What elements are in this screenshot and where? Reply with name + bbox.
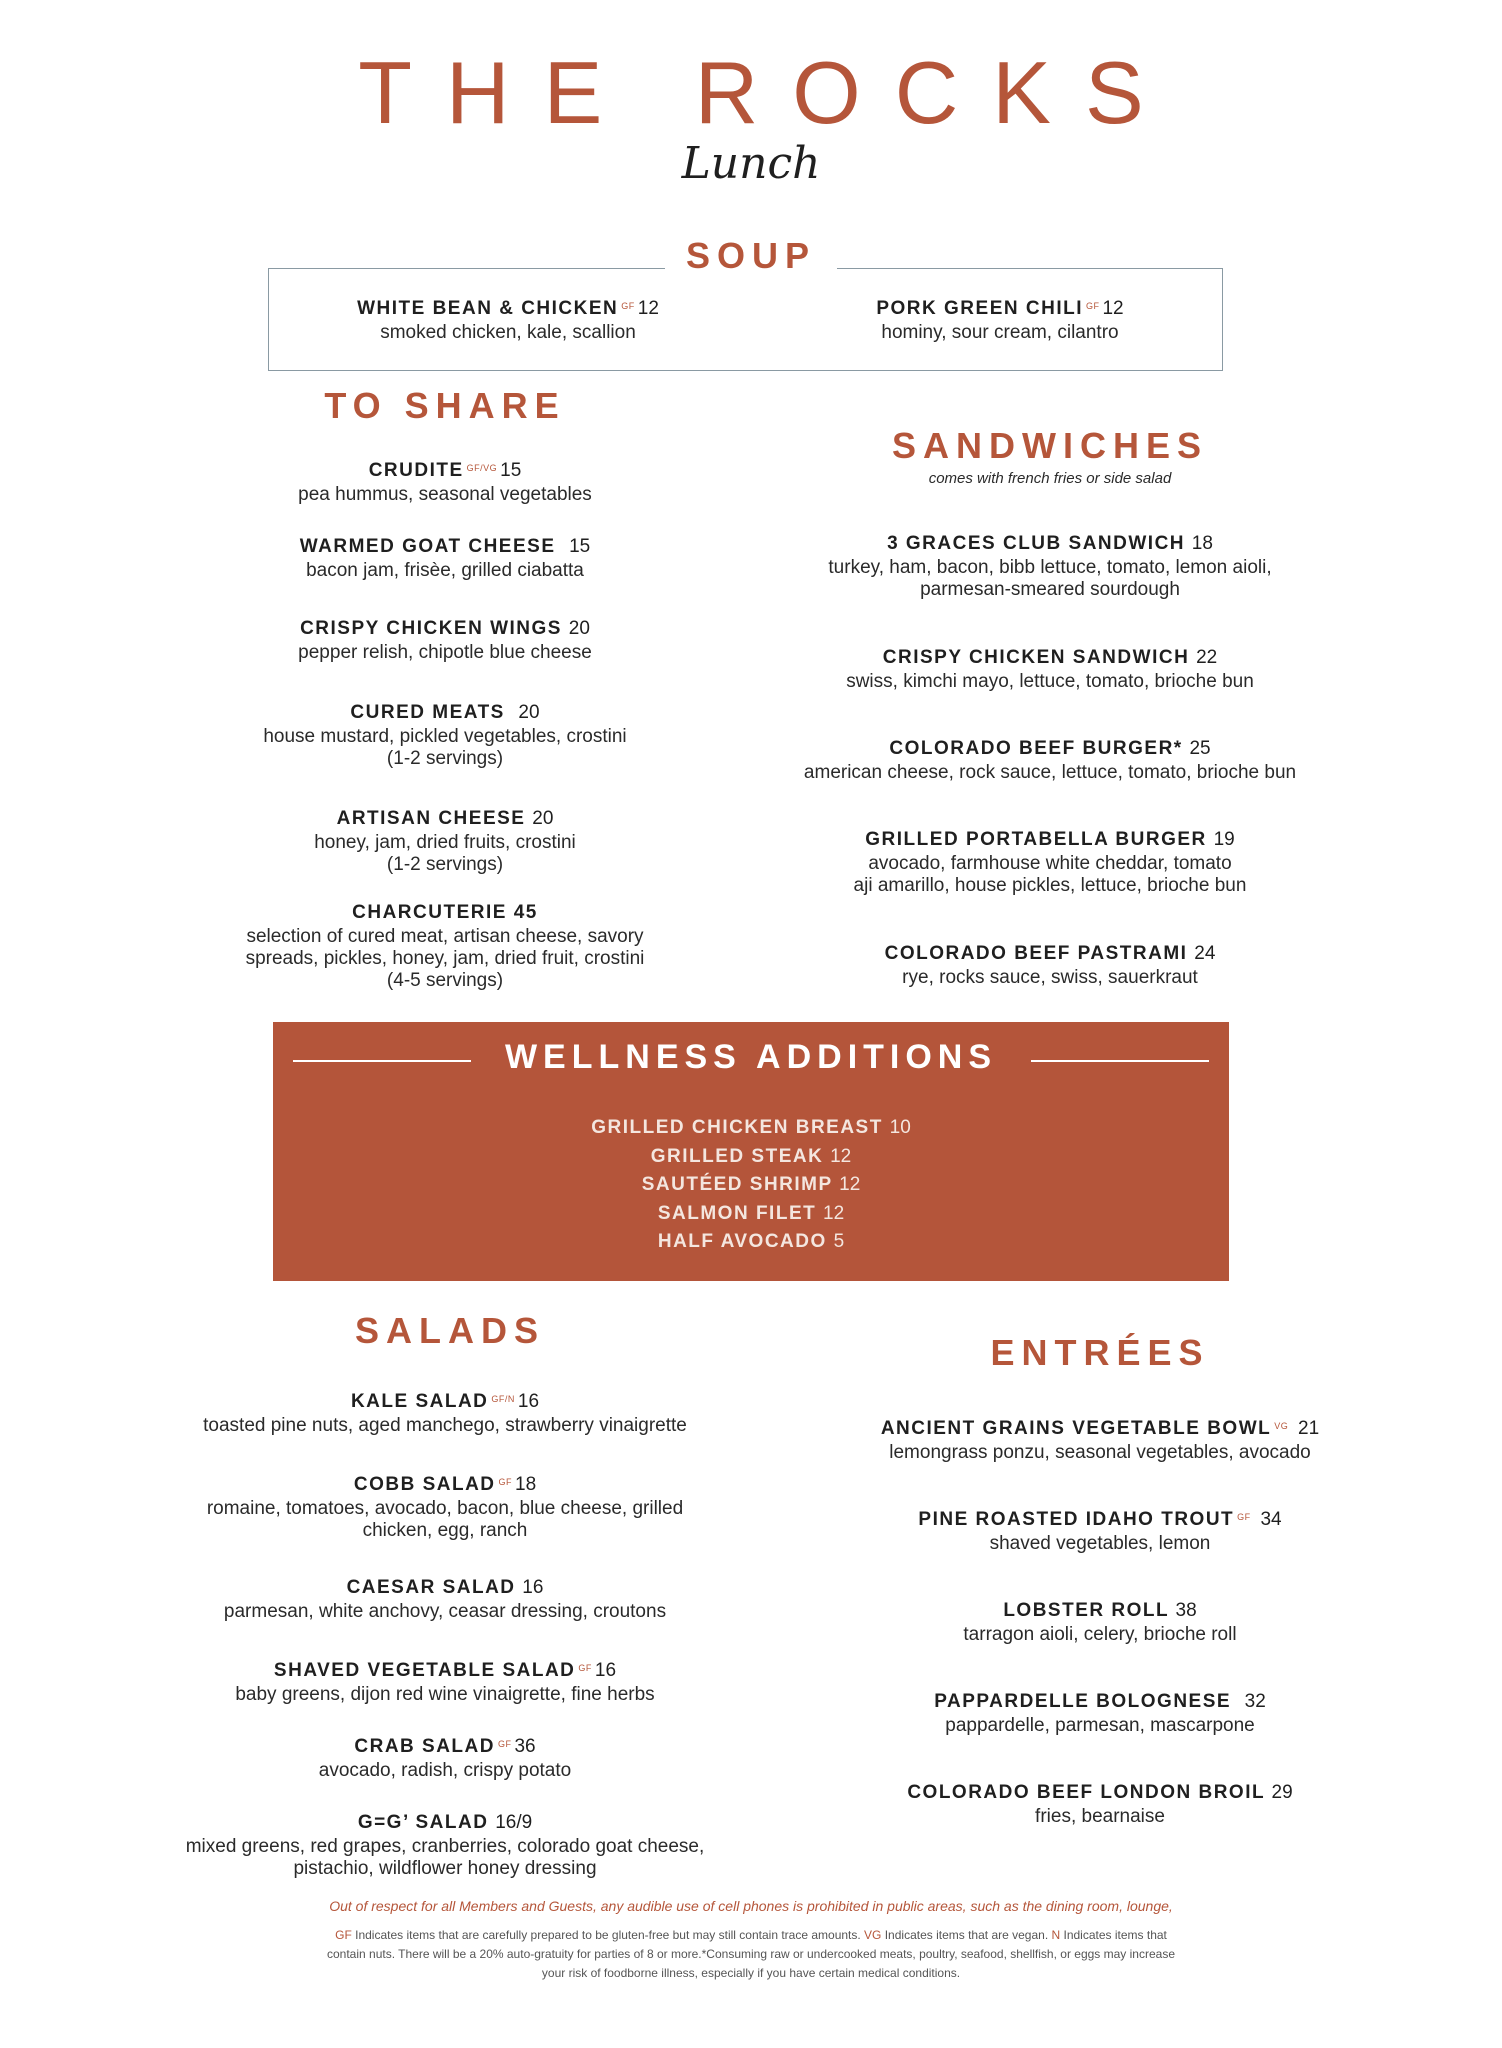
item-name: G=G’ SALAD [357, 1812, 489, 1833]
item-price: 19 [1213, 829, 1235, 850]
sandwich-item-pastrami [740, 943, 1360, 989]
n-key: N [1051, 1928, 1061, 1942]
item-name: GRILLED STEAK [650, 1145, 824, 1167]
item-name: ARTISAN CHEESE [336, 808, 526, 829]
item-price: 16 [522, 1577, 544, 1598]
soup-item-white-bean [268, 298, 748, 344]
item-servings: (4-5 servings) [386, 970, 504, 991]
item-description: swiss, kimchi mayo, lettuce, tomato, brioche bun [846, 671, 1254, 692]
item-description: hominy, sour cream, cilantro [881, 322, 1119, 343]
item-description: rye, rocks sauce, swiss, sauerkraut [902, 967, 1198, 988]
soup-heading: SOUP [665, 235, 837, 277]
item-description: avocado, farmhouse white cheddar, tomato [868, 853, 1232, 874]
gf-n-tag: GF/N [491, 1394, 515, 1404]
item-name: WARMED GOAT CHEESE [299, 536, 556, 557]
item-price: 36 [514, 1736, 536, 1757]
item-price: 15 [569, 536, 591, 557]
sandwich-item-portabella [740, 829, 1360, 897]
menu-subtitle: Lunch [681, 138, 821, 189]
item-name: SHAVED VEGETABLE SALAD [273, 1660, 576, 1681]
salad-item-cobb [130, 1474, 760, 1542]
item-price: 12 [830, 1145, 852, 1167]
vg-text: Indicates items that are vegan. [881, 1928, 1052, 1942]
item-description: pepper relish, chipotle blue cheese [298, 642, 592, 663]
item-name: CRAB SALAD [354, 1736, 495, 1757]
salad-item-kale [130, 1391, 760, 1437]
item-description: pea hummus, seasonal vegetables [298, 484, 592, 505]
item-description-cont: parmesan-smeared sourdough [920, 579, 1180, 600]
item-name: PINE ROASTED IDAHO TROUT [918, 1509, 1235, 1530]
wellness-item [273, 1200, 1229, 1229]
item-description-cont: spreads, pickles, honey, jam, dried fruit, crostini [245, 948, 645, 969]
sandwich-item-club [740, 533, 1360, 601]
entree-item-lobster-roll [780, 1600, 1420, 1646]
share-item-crudite [150, 460, 740, 506]
gf-key: GF [335, 1928, 352, 1942]
item-price: 15 [500, 460, 522, 481]
entree-item-london-broil [780, 1782, 1420, 1828]
wellness-list [273, 1114, 1229, 1257]
share-item-chicken-wings [150, 618, 740, 664]
sandwich-item-crispy-chicken [740, 647, 1360, 693]
gf-tag: GF [498, 1477, 513, 1487]
item-description: american cheese, rock sauce, lettuce, tomato, brioche bun [803, 762, 1297, 783]
item-price: 34 [1260, 1509, 1282, 1530]
legend-line-3: your risk of foodborne illness, especially if you have certain medical conditions. [541, 1966, 961, 1980]
entree-item-trout [780, 1509, 1420, 1555]
legend-line-2: contain nuts. There will be a 20% auto-gratuity for parties of 8 or more.*Consuming raw or undercooked meats, poultry, seafood, shellfish, or eggs may increase [327, 1947, 1175, 1961]
item-price: 29 [1271, 1782, 1293, 1803]
item-description: smoked chicken, kale, scallion [380, 322, 636, 343]
item-name: SAUTÉED SHRIMP [641, 1174, 833, 1195]
item-description: pappardelle, parmesan, mascarpone [945, 1715, 1255, 1736]
item-price: 22 [1196, 647, 1218, 668]
salads-heading: SALADS [354, 1310, 545, 1351]
salad-item-caesar [130, 1577, 760, 1623]
wellness-item [273, 1171, 1229, 1200]
item-description-cont: chicken, egg, ranch [362, 1520, 528, 1541]
item-servings: (1-2 servings) [386, 748, 504, 769]
gf-tag: GF [621, 301, 635, 311]
item-description: turkey, ham, bacon, bibb lettuce, tomato, lemon aioli, [828, 557, 1272, 578]
item-name: GRILLED PORTABELLA BURGER [865, 829, 1207, 850]
to-share-heading: TO SHARE [324, 385, 566, 426]
item-description: house mustard, pickled vegetables, crostini [263, 726, 627, 747]
salad-item-shaved-vegetable [130, 1660, 760, 1706]
item-description: avocado, radish, crispy potato [318, 1760, 572, 1781]
item-price: 12 [839, 1174, 861, 1195]
entree-item-grains-bowl [780, 1418, 1420, 1464]
item-name: SALMON FILET [657, 1202, 817, 1224]
item-name: HALF AVOCADO [657, 1231, 827, 1252]
soup-item-pork-green-chili [760, 298, 1240, 344]
item-name: CAESAR SALAD [346, 1577, 516, 1598]
item-price: 16/9 [495, 1812, 533, 1833]
item-name: ANCIENT GRAINS VEGETABLE BOWL [880, 1418, 1272, 1439]
share-item-cured-meats [150, 702, 740, 770]
gf-text: Indicates items that are carefully prepared to be gluten-free but may still contain trace amounts. [351, 1928, 865, 1942]
item-description: lemongrass ponzu, seasonal vegetables, avocado [889, 1442, 1311, 1463]
gf-tag: GF [578, 1663, 592, 1673]
item-description: baby greens, dijon red wine vinaigrette, fine herbs [235, 1684, 655, 1705]
item-price: 18 [515, 1474, 537, 1495]
share-item-artisan-cheese [150, 808, 740, 876]
item-name: CRISPY CHICKEN WINGS [300, 618, 562, 639]
wellness-item [273, 1228, 1229, 1257]
sandwiches-heading: SANDWICHES [891, 425, 1208, 466]
salad-item-crab [130, 1736, 760, 1782]
item-description-cont: aji amarillo, house pickles, lettuce, brioche bun [853, 875, 1247, 896]
item-name: PORK GREEN CHILI [876, 298, 1083, 319]
gf-tag: GF [1085, 301, 1100, 311]
item-name: LOBSTER ROLL [1003, 1600, 1169, 1621]
item-name: COLORADO BEEF PASTRAMI [884, 943, 1188, 964]
item-price: 12 [823, 1202, 845, 1224]
item-name: PAPPARDELLE BOLOGNESE [934, 1691, 1232, 1712]
item-price: 25 [1189, 738, 1211, 759]
sandwiches-note: comes with french fries or side salad [928, 470, 1172, 487]
item-description: fries, bearnaise [1035, 1806, 1165, 1827]
item-name: COLORADO BEEF BURGER* [889, 738, 1183, 759]
item-name: CRISPY CHICKEN SANDWICH [882, 647, 1190, 668]
item-price: 5 [833, 1231, 845, 1252]
share-item-goat-cheese [150, 536, 740, 582]
n-text: Indicates items that [1060, 1928, 1167, 1942]
item-price: 16 [517, 1391, 540, 1412]
item-description: romaine, tomatoes, avocado, bacon, blue cheese, grilled [206, 1498, 684, 1519]
item-price: 21 [1298, 1418, 1320, 1439]
entrees-heading: ENTRÉES [990, 1332, 1210, 1373]
item-price: 16 [594, 1660, 617, 1681]
item-name: CRUDITE [368, 460, 464, 481]
item-name: CURED MEATS [350, 702, 505, 723]
restaurant-title: THE ROCKS [358, 43, 1178, 142]
vg-key: VG [864, 1928, 882, 1942]
wellness-item [273, 1143, 1229, 1172]
item-name: COLORADO BEEF LONDON BROIL [907, 1782, 1265, 1803]
item-description: shaved vegetables, lemon [989, 1533, 1211, 1554]
item-name: CHARCUTERIE 45 [352, 902, 538, 923]
item-name: COBB SALAD [353, 1474, 496, 1495]
wellness-item [273, 1114, 1229, 1143]
item-description: tarragon aioli, celery, brioche roll [963, 1624, 1237, 1645]
vg-tag: VG [1274, 1421, 1289, 1431]
item-price: 20 [518, 702, 540, 723]
item-name: KALE SALAD [350, 1391, 489, 1412]
item-name: GRILLED CHICKEN BREAST [591, 1117, 883, 1138]
wellness-panel [273, 1022, 1229, 1281]
entree-item-pappardelle [780, 1691, 1420, 1737]
item-description: mixed greens, red grapes, cranberries, colorado goat cheese, [185, 1836, 705, 1857]
item-name: WHITE BEAN & CHICKEN [357, 298, 619, 319]
dietary-legend [220, 1926, 1282, 1983]
item-price: 10 [889, 1117, 911, 1138]
sandwich-item-beef-burger [740, 738, 1360, 784]
item-description: honey, jam, dried fruits, crostini [314, 832, 576, 853]
item-price: 12 [1102, 298, 1124, 319]
item-price: 38 [1175, 1600, 1197, 1621]
item-description-cont: pistachio, wildflower honey dressing [293, 1858, 597, 1879]
share-item-charcuterie [150, 902, 740, 992]
gf-tag: GF [1237, 1512, 1251, 1522]
gf-tag: GF [497, 1739, 512, 1749]
wellness-heading: WELLNESS ADDITIONS [504, 1038, 998, 1076]
item-description: parmesan, white anchovy, ceasar dressing, croutons [223, 1601, 667, 1622]
item-price: 20 [568, 618, 590, 639]
legend-line-1 [220, 1926, 1282, 1945]
item-description: toasted pine nuts, aged manchego, strawberry vinaigrette [203, 1415, 687, 1436]
item-description: bacon jam, frisèe, grilled ciabatta [306, 560, 584, 581]
item-price: 20 [532, 808, 554, 829]
item-description: selection of cured meat, artisan cheese, savory [246, 926, 644, 947]
gf-vg-tag: GF/VG [466, 463, 498, 473]
item-servings: (1-2 servings) [386, 854, 504, 875]
item-price: 24 [1194, 943, 1216, 964]
item-price: 32 [1244, 1691, 1266, 1712]
item-price: 18 [1191, 533, 1213, 554]
item-name: 3 GRACES CLUB SANDWICH [887, 533, 1186, 554]
item-price: 12 [637, 298, 659, 319]
salad-item-gg [130, 1812, 760, 1880]
cell-phone-notice: Out of respect for all Members and Guests, any audible use of cell phones is prohibited in public areas, such as the dining room, lounge, [329, 1898, 1173, 1914]
